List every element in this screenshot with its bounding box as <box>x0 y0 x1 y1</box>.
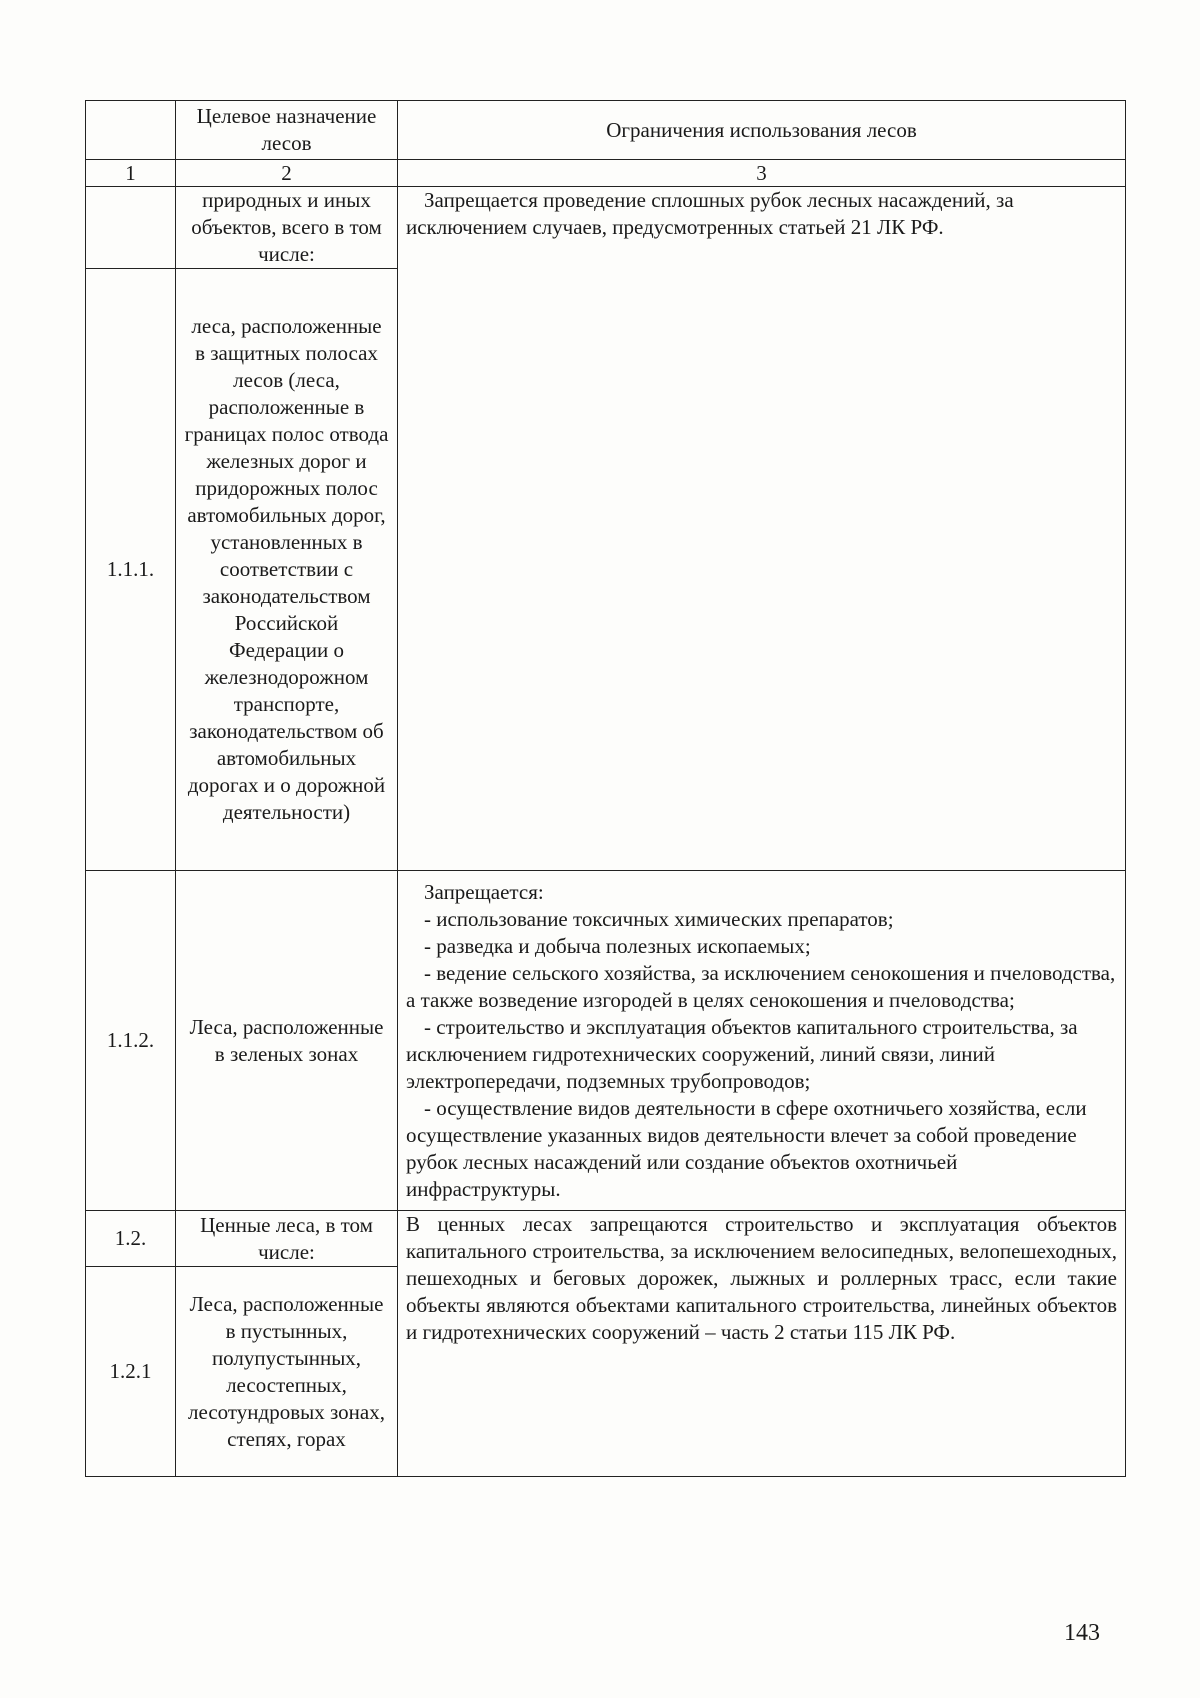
restriction-text: Запрещается проведение сплошных рубок лесных насаждений, за исключением случаев, предусмотренных статьей 21 ЛК РФ. <box>406 188 1014 239</box>
table-row <box>86 871 1126 1211</box>
forest-restrictions-table <box>85 100 1126 1477</box>
row-number <box>86 187 176 269</box>
row-number: 1.2.1 <box>86 1267 176 1477</box>
table-row <box>86 187 1126 269</box>
restriction-item: - ведение сельского хозяйства, за исключением сенокошения и пчеловодства, а также возведение изгородей в целях сенокошения и пчеловодства; <box>406 960 1116 1012</box>
row-number: 1.1.1. <box>86 269 176 871</box>
header-cell-number <box>86 101 176 160</box>
row-purpose: Леса, расположенные в пустынных, полупустынных, лесостепных, лесотундровых зонах, степях, горах <box>176 1267 398 1477</box>
row-number: 1.2. <box>86 1211 176 1267</box>
row-purpose: леса, расположенные в защитных полосах лесов (леса, расположенные в границах полос отвода железных дорог и придорожных полос автомобильных дорог, установленных в соответствии с законодательством Российской Федерации о железнодорожном транспорте, законодательством об автомобильных дорогах и о дорожной деятельности) <box>176 269 398 871</box>
row-purpose: природных и иных объектов, всего в том числе: <box>176 187 398 269</box>
table-row <box>86 1211 1126 1267</box>
header-cell-purpose: Целевое назначение лесов <box>176 101 398 160</box>
row-purpose: Леса, расположенные в зеленых зонах <box>176 871 398 1211</box>
restriction-item: - использование токсичных химических препаратов; <box>424 906 894 931</box>
column-number-row <box>86 160 1126 187</box>
table-header-row <box>86 101 1126 160</box>
restriction-item: - осуществление видов деятельности в сфере охотничьего хозяйства, если осуществление указанных видов деятельности влечет за собой проведение рубок лесных насаждений или создание объектов охотничьей инфраструктуры. <box>406 1095 1087 1201</box>
column-number-1: 1 <box>86 160 176 187</box>
restriction-intro: Запрещается: <box>424 879 544 904</box>
restriction-valuable-forests <box>398 1211 1126 1477</box>
row-number: 1.1.2. <box>86 871 176 1211</box>
row-purpose: Ценные леса, в том числе: <box>176 1211 398 1267</box>
restriction-green-zones <box>398 871 1126 1211</box>
restriction-text: В ценных лесах запрещаются строительство и эксплуатация объектов капитального строительства, за исключением велосипедных, велопешеходных, пешеходных и беговых дорожек, лыжных и роллерных трасс, если такие объекты являются объектами капитального строительства, линейных объектов и гидротехнических сооружений – часть 2 статьи 115 ЛК РФ. <box>406 1212 1117 1344</box>
restriction-item: - строительство и эксплуатация объектов капитального строительства, за исключением гидротехнических сооружений, линий связи, линий электропередачи, подземных трубопроводов; <box>406 1014 1078 1093</box>
column-number-3: 3 <box>398 160 1126 187</box>
restriction-item: - разведка и добыча полезных ископаемых; <box>424 933 811 958</box>
restriction-clear-cutting <box>398 187 1126 871</box>
header-cell-restrictions: Ограничения использования лесов <box>398 101 1126 160</box>
page-number: 143 <box>1064 1620 1100 1646</box>
column-number-2: 2 <box>176 160 398 187</box>
